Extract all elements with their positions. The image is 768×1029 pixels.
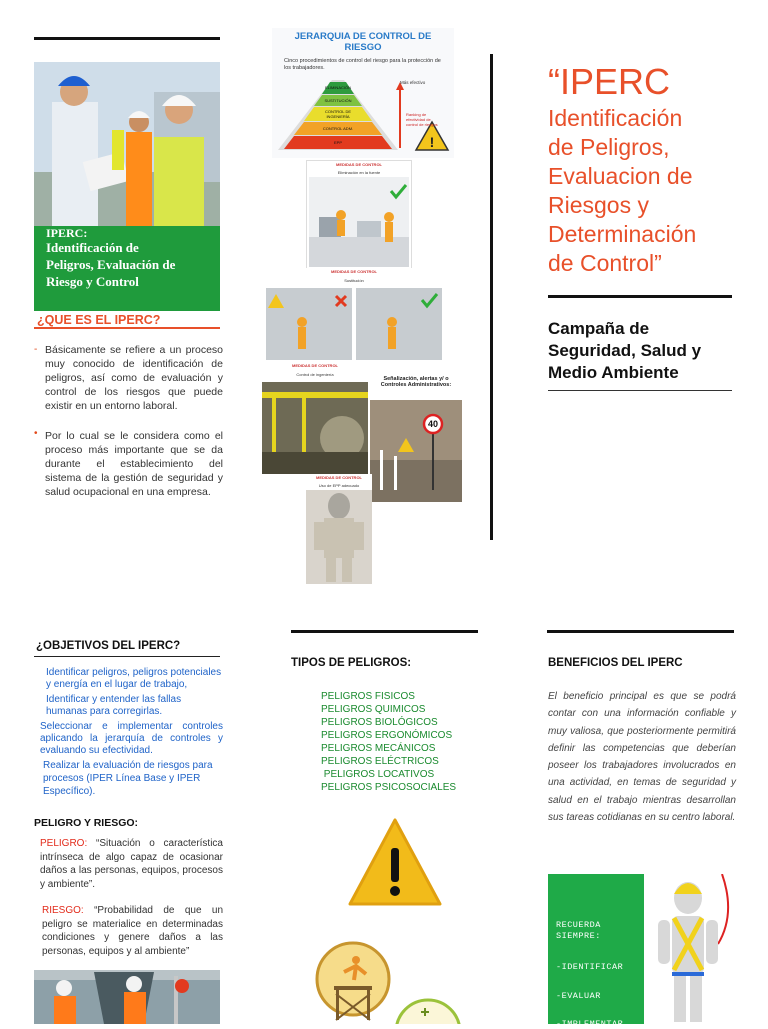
pyramid-title-1: JERARQUIA DE CONTROL DE: [294, 31, 432, 42]
pyramid-title-2: RIESGO: [344, 42, 382, 53]
pyramid-level-5: EPP: [333, 140, 342, 145]
card2-caption: Sustitución: [344, 278, 364, 283]
que-es-underline: [34, 327, 220, 329]
svg-text:!: !: [429, 134, 435, 150]
panel-divider: [490, 54, 493, 540]
iperc-green-box: [34, 226, 220, 311]
tipo-4: PELIGROS ERGONÓMICOS: [321, 730, 453, 741]
green-box-line3: Peligros, Evaluación de: [46, 257, 176, 272]
harness-worker-icon: [644, 874, 736, 1024]
riesgo-text: “Probabilidad de que un peligro se materialice en determinadas condiciones y genere daños a las personas, equipos y al ambiente”: [42, 905, 223, 957]
pyramid-card: [272, 28, 454, 158]
peligro-definition: [40, 837, 223, 891]
fall-hazard-icon: [314, 940, 392, 1024]
green-box-line4: Riesgo y Control: [46, 274, 139, 289]
campaign-line2: Seguridad, Salud y: [548, 341, 702, 360]
card2-label: MEDIDAS DE CONTROL: [331, 269, 377, 274]
bullet-dash: -: [34, 344, 38, 355]
card1-label: MEDIDAS DE CONTROL: [336, 162, 382, 167]
campaign-rule: [548, 390, 732, 391]
beneficios-text: El beneficio principal es que se podrá contar con una información confiable y muy valiosa, que posteriormente permitirá definir las competencias que deberían poseer los trabajadores involucrados en una actividad, en temas de seguridad y salud en el trabajo mientras desarrollan sus tareas cotidianas en su centro laboral.: [548, 691, 736, 824]
recuerda-line3: -IDENTIFICAR: [556, 962, 624, 972]
ppe-suit-photo: [306, 490, 372, 584]
middle-bottom-rule: [291, 630, 478, 633]
card5-label: MEDIDAS DE CONTROL: [316, 475, 362, 480]
campaign-line3: Medio Ambiente: [548, 363, 679, 382]
hazard-round-icon: [393, 996, 463, 1024]
objectives-heading: ¿OBJETIVOS DEL IPERC?: [36, 640, 181, 652]
cover-title-quote: “IPERC: [548, 61, 671, 102]
pyramid-level-2: SUSTITUCIÓN: [324, 98, 352, 103]
objective-4: Realizar la evaluación de riesgos para procesos (IPER Línea Base y IPER Específico).: [43, 760, 213, 797]
card4-caption: Señalización, alertas y/ o Controles Administrativos:: [380, 376, 452, 388]
que-es-paragraph-1: Básicamente se refiere a un proceso muy conocido de identificación de peligros, así como de evaluación y control de los riesgos que puede existir en un entorno laboral.: [45, 344, 223, 412]
pyramid-ranking-note: Ranking de efectividad de control de riesgos: [406, 112, 438, 127]
riesgo-definition: [42, 904, 223, 958]
road-sign-photo: [370, 400, 462, 502]
objective-3: Seleccionar e implementar controles aplicando la jerarquía de controles y evaluando su efectividad.: [40, 721, 223, 756]
objectives-underline: [34, 656, 220, 657]
riesgo-label: RIESGO:: [42, 905, 84, 916]
control-card-substitution: [262, 268, 446, 360]
peligro-riesgo-heading: PELIGRO Y RIESGO:: [34, 817, 139, 829]
substitution-illustration: [266, 288, 442, 360]
pyramid-level-3: CONTROL DE INGENIERÍA: [324, 109, 352, 119]
card3-label: MEDIDAS DE CONTROL: [292, 363, 338, 368]
pyramid-more-effective: Más efectivo: [400, 80, 426, 85]
tipo-1: PELIGROS FISICOS: [321, 691, 415, 702]
tipo-7: PELIGROS LOCATIVOS: [321, 769, 435, 780]
beneficios-heading: BENEFICIOS DEL IPERC: [548, 657, 683, 669]
control-card-elimination: [306, 160, 412, 270]
pyramid-level-1: ELIMINACIÓN: [324, 85, 351, 90]
elimination-illustration: [309, 177, 409, 267]
peligro-text: “Situación o característica intrínseca de algo capaz de ocasionar daños a las personas, equipos, procesos y ambiente”.: [40, 838, 223, 890]
tipo-8: PELIGROS PSICOSOCIALES: [321, 782, 457, 793]
green-box-line1: IPERC:: [46, 226, 88, 240]
peligro-label: PELIGRO:: [40, 838, 88, 849]
green-box-line2: Identificación de: [46, 240, 139, 255]
card1-caption: Eliminación en la fuente: [337, 170, 381, 175]
recuerda-line5: -IMPLEMENTAR: [556, 1019, 624, 1029]
card5-caption: Uso de EPP adecuado: [318, 483, 360, 488]
control-card-ppe: [306, 474, 372, 584]
cover-title-line3: Evaluacion de: [548, 163, 693, 189]
bullet-dot: •: [34, 428, 38, 439]
right-bottom-rule: [547, 630, 734, 633]
recuerda-box: [548, 874, 644, 1029]
workers-bottom-photo: [34, 970, 220, 1024]
tipo-2: PELIGROS QUIMICOS: [321, 704, 426, 715]
recuerda-line4: -EVALUAR: [556, 991, 601, 1001]
cover-title-line5: Determinación: [548, 221, 697, 247]
control-card-engineering: [260, 362, 370, 474]
tipo-6: PELIGROS ELÉCTRICOS: [321, 756, 439, 767]
workers-photo: [34, 62, 220, 227]
pyramid-subtitle: Cinco procedimientos de control del riesgo para la protección de los trabajadores.: [284, 58, 441, 71]
tipos-heading: TIPOS DE PELIGROS:: [291, 657, 412, 669]
control-card-administrative: [370, 374, 462, 502]
recuerda-line1: RECUERDA: [556, 920, 601, 930]
tipo-3: PELIGROS BIOLÓGICOS: [321, 717, 438, 728]
cover-title-line6: de Control”: [548, 250, 662, 276]
tipo-5: PELIGROS MECÁNICOS: [321, 743, 436, 754]
left-top-rule: [34, 37, 220, 40]
cover-title-line1: Identificación: [548, 105, 683, 131]
objective-2: Identificar y entender las fallas humanas para corregirlas.: [46, 694, 182, 717]
objective-1: Identificar peligros, peligros potenciales y energía en el lugar de trabajo,: [46, 667, 222, 690]
que-es-heading: ¿QUE ES EL IPERC?: [37, 313, 161, 327]
pyramid-level-4: CONTROL ADM.: [322, 126, 354, 131]
campaign-line1: Campaña de: [548, 319, 650, 338]
right-title-rule: [548, 295, 732, 298]
engineering-photo: [262, 382, 368, 474]
cover-title-line2: de Peligros,: [548, 134, 670, 160]
card3-caption: Control de ingeniería: [296, 372, 334, 377]
cover-title-line4: Riesgos y: [548, 192, 649, 218]
recuerda-line2: SIEMPRE:: [556, 931, 601, 941]
que-es-paragraph-2: Por lo cual se le considera como el proceso más importante que se da durante el establecimiento del sistema de la gestión de seguridad y salud ocupacional en una empresa.: [45, 430, 223, 498]
warning-triangle-icon: [346, 816, 444, 908]
speed-sign-number: 40: [427, 419, 438, 429]
